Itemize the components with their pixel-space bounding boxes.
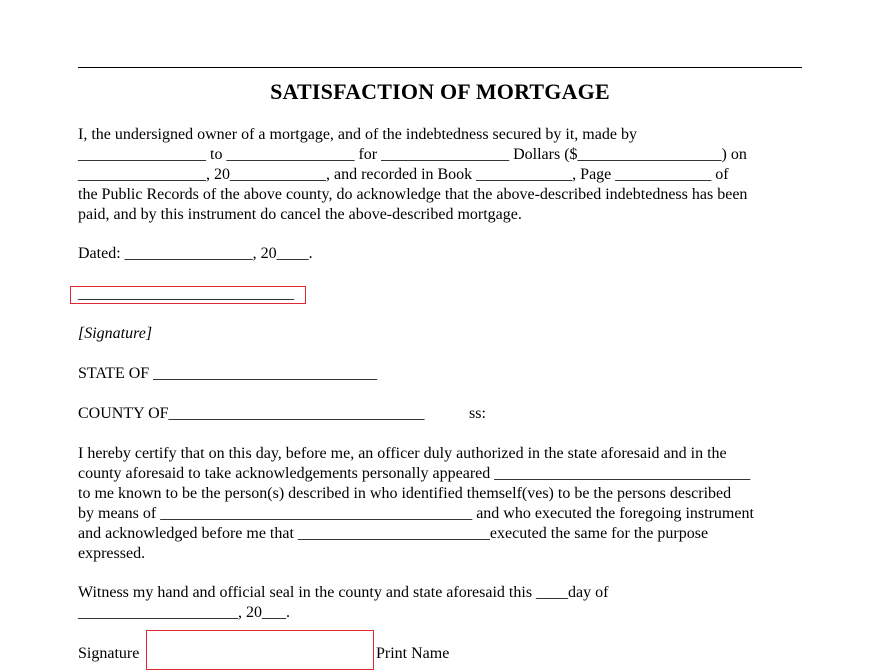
- header-rule: [78, 67, 802, 68]
- signature-field[interactable]: [70, 286, 306, 304]
- para2-line-2: county aforesaid to take acknowledgements personally appeared ________________________________: [78, 465, 751, 482]
- document-title: SATISFACTION OF MORTGAGE: [270, 79, 610, 104]
- para1-line-1: I, the undersigned owner of a mortgage, and of the indebtedness secured by it, made by: [78, 126, 637, 143]
- signature-input-field[interactable]: [146, 630, 374, 670]
- print-name-label: Print Name: [376, 645, 450, 662]
- para1-line-2: ________________ to ________________ for ________________ Dollars ($__________________) on: [78, 146, 747, 163]
- para1-line-5: paid, and by this instrument do cancel the above-described mortgage.: [78, 206, 522, 223]
- dated-line: Dated: ________________, 20____.: [78, 245, 313, 262]
- para2-line-3: to me known to be the person(s) described in who identified themself(ves) to be the persons described: [78, 485, 732, 502]
- witness-line-1: Witness my hand and official seal in the county and state aforesaid this ____day of: [78, 584, 609, 601]
- para1-line-3: ________________, 20____________, and recorded in Book ____________, Page ____________ of: [78, 166, 729, 183]
- county-ss: ss:: [469, 405, 486, 422]
- state-line: STATE OF ____________________________: [78, 365, 378, 382]
- para1-line-4: the Public Records of the above county, do acknowledge that the above-described indebtedness has been: [78, 186, 748, 203]
- witness-line-2: ____________________, 20___.: [78, 604, 290, 621]
- para2-line-4: by means of _______________________________________ and who executed the foregoing instrument: [78, 505, 754, 522]
- signature-line: ___________________________: [78, 285, 294, 302]
- para2-line-6: expressed.: [78, 545, 146, 562]
- signature-caption: [Signature]: [78, 325, 153, 342]
- signature-label: Signature: [78, 645, 140, 662]
- para2-line-1: I hereby certify that on this day, before me, an officer duly authorized in the state aforesaid and in the: [78, 445, 727, 462]
- county-line: COUNTY OF________________________________: [78, 405, 425, 422]
- para2-line-5: and acknowledged before me that ________________________executed the same for the purpose: [78, 525, 709, 542]
